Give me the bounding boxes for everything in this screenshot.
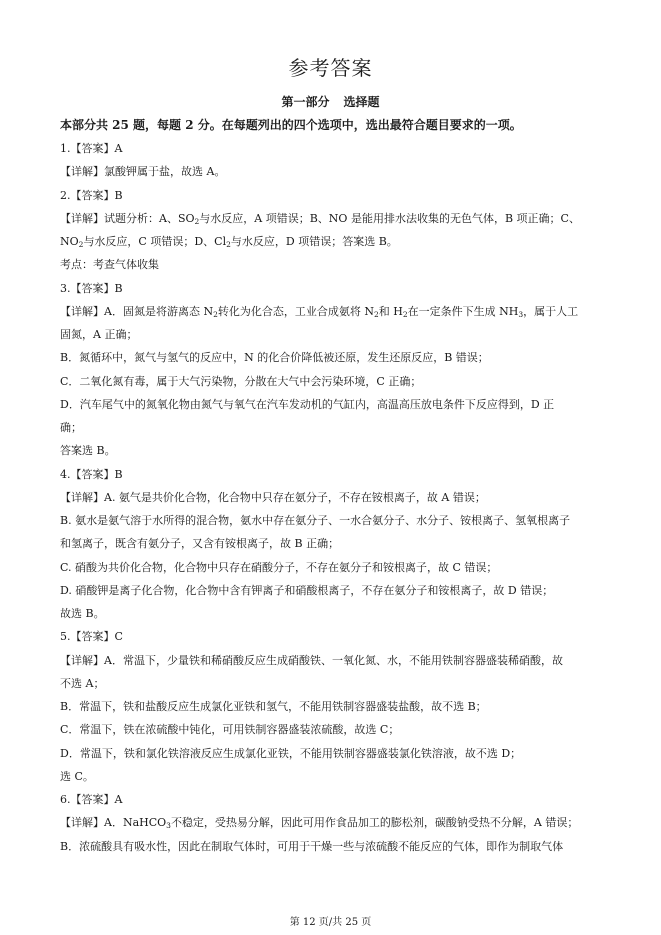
subscript: 2 xyxy=(402,309,408,319)
text-line xyxy=(60,653,605,669)
text-line xyxy=(60,676,605,692)
text-line xyxy=(60,839,605,855)
text-segment: 确； xyxy=(60,421,82,434)
text-segment: 转化为化合态，工业合成氨将 N xyxy=(217,304,374,318)
text-segment: 考点：考查气体收集 xyxy=(60,258,159,272)
text-segment: B．氮循环中，氮气与氢气的反应中，N 的化合价降低被还原，发生还原反应，B 错误； xyxy=(60,351,489,365)
text-segment: 【详解】A．固氮是将游离态 N xyxy=(60,304,214,318)
text-line xyxy=(60,606,605,622)
text-line xyxy=(60,513,605,529)
subscript: 3 xyxy=(166,821,171,831)
text-segment: C．二氧化氮有毒，属于大气污染物，分散在大气中会污染环境，C 正确； xyxy=(60,374,422,388)
text-segment: D. 硝酸钾是离子化合物，化合物中含有钾离子和硝酸根离子，不存在氨分子和铵根离子，故 D 错误； xyxy=(60,583,554,597)
text-line xyxy=(60,281,605,297)
text-line xyxy=(60,327,605,343)
text-segment: 与水反应，D 项错误；答案选 B。 xyxy=(230,235,398,248)
text-line xyxy=(60,699,605,715)
text-line xyxy=(60,257,605,273)
text-line xyxy=(60,141,605,157)
text-segment: 【详解】试题分析：A、SO xyxy=(60,211,195,225)
subscript: 2 xyxy=(78,240,84,249)
text-segment: B．浓硫酸具有吸水性，因此在制取气体时，可用于干燥一些与浓硫酸不能反应的气体，即作为制取气体 xyxy=(60,839,564,853)
text-segment: NO xyxy=(60,235,79,248)
subscript: 2 xyxy=(226,240,231,249)
section-heading xyxy=(0,93,661,110)
text-segment: C. 硝酸为共价化合物，化合物中只存在硝酸分子，不存在氨分子和铵根离子，故 C 错误； xyxy=(60,560,498,574)
text-segment: B．常温下，铁和盐酸反应生成氯化亚铁和氢气，不能用铁制容器盛装盐酸，故不选 B； xyxy=(60,700,487,713)
text-line xyxy=(60,211,605,227)
page-footer: 第 12 页/共 25 页 xyxy=(289,917,372,928)
text-line xyxy=(60,188,605,204)
text-line xyxy=(60,815,605,831)
text-segment: 和氢离子，既含有氨分子，又含有铵根离子，故 B 正确； xyxy=(60,537,340,551)
text-line xyxy=(60,397,605,413)
page-title: 参考答案 xyxy=(288,56,373,80)
text-segment: 固氮，A 正确； xyxy=(60,328,138,341)
text-segment: 4.【答案】B xyxy=(60,467,123,481)
text-line xyxy=(60,467,605,483)
subscript: 3 xyxy=(518,309,524,319)
text-segment: 与水反应，A 项错误；B、NO 是能用排水法收集的无色气体，B 项正确；C、 xyxy=(199,211,580,225)
text-segment: D．汽车尾气中的氮氧化物由氮气与氧气在汽车发动机的气缸内，高温高压放电条件下反应得到，D 正 xyxy=(60,397,555,411)
text-segment: 5.【答案】C xyxy=(60,630,123,644)
text-line xyxy=(60,304,605,320)
text-segment: 6.【答案】A xyxy=(60,793,123,806)
text-segment: 选 C。 xyxy=(60,769,94,783)
text-line xyxy=(60,420,605,436)
text-segment: 【详解】A．NaHCO xyxy=(60,816,167,830)
text-line xyxy=(60,746,605,762)
text-segment: 不稳定，受热易分解，因此可用作食品加工的膨松剂，碳酸钠受热不分解，A 错误； xyxy=(170,816,579,830)
text-line xyxy=(60,629,605,645)
text-line xyxy=(60,374,605,390)
text-line xyxy=(60,234,605,250)
subscript: 2 xyxy=(373,309,379,319)
text-segment: D．常温下，铁和氯化铁溶液反应生成氯化亚铁，不能用铁制容器盛装氯化铁溶液，故不选 D； xyxy=(60,746,522,760)
text-segment: 与水反应，C 项错误；D、Cl xyxy=(83,235,227,248)
subscript: 2 xyxy=(194,216,200,226)
text-line xyxy=(60,490,605,506)
text-segment: 3.【答案】B xyxy=(60,281,123,295)
text-segment: ，属于人工 xyxy=(523,304,579,318)
text-segment: 2.【答案】B xyxy=(60,188,123,202)
section-name: 选择题 xyxy=(343,95,380,109)
text-segment: 答案选 B。 xyxy=(60,444,116,458)
text-segment: 【详解】A. 氨气是共价化合物，化合物中只存在氨分子，不存在铵根离子，故 A 错误； xyxy=(60,490,486,504)
text-line xyxy=(60,560,605,576)
text-segment: 1.【答案】A xyxy=(60,142,123,155)
text-line xyxy=(60,722,605,738)
text-line xyxy=(60,583,605,599)
text-line xyxy=(60,350,605,366)
text-line xyxy=(60,443,605,459)
section-part: 第一部分 xyxy=(281,95,330,109)
text-segment: 故选 B。 xyxy=(60,607,105,620)
text-line xyxy=(60,536,605,552)
text-line xyxy=(60,164,605,180)
text-segment: C．常温下，铁在浓硫酸中钝化，可用铁制容器盛装浓硫酸，故选 C； xyxy=(60,723,400,737)
text-segment: 和 H xyxy=(378,304,403,318)
subscript: 2 xyxy=(213,309,218,319)
text-line xyxy=(60,792,605,808)
text-segment: 在一定条件下生成 NH xyxy=(407,304,519,318)
text-segment: 【详解】A．常温下，少量铁和稀硝酸反应生成硝酸铁、一氧化氮、水，不能用铁制容器盛装稀硝酸，故 xyxy=(60,653,563,667)
text-segment: B. 氨水是氨气溶于水所得的混合物，氨水中存在氨分子、一水合氨分子、水分子、铵根离子、氢氧根离子 xyxy=(60,514,571,527)
section-instructions: 本部分共 25 题，每题 2 分。在每题列出的四个选项中，选出最符合题目要求的一项。 xyxy=(60,118,522,132)
text-line xyxy=(60,769,605,785)
text-segment: 【详解】氯酸钾属于盐，故选 A。 xyxy=(60,165,226,179)
text-segment: 不选 A； xyxy=(60,676,105,690)
